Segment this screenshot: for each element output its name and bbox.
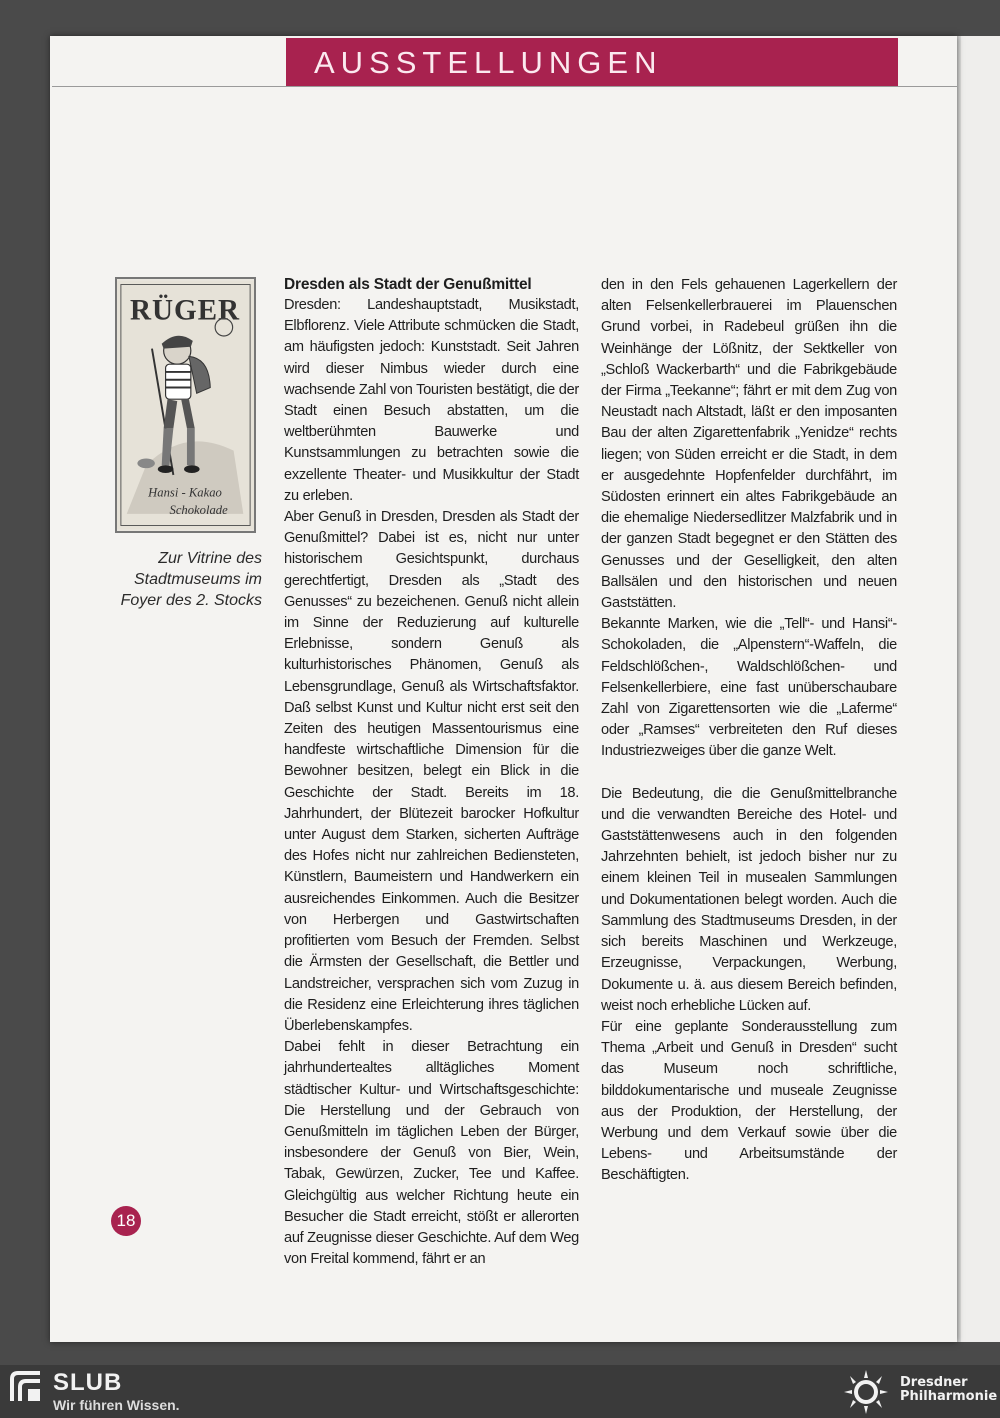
figure-caption xyxy=(100,548,262,611)
viewer-footer xyxy=(0,1365,1000,1418)
article-paragraph: Dabei fehlt in dieser Betrachtung ein jahrhundertealtes alltägliches Moment städtischer Kultur- und Wirtschaftsgeschichte: Die Herstellung und der Gebrauch von Genußmitteln im täglichen Leben der Bürger, insbesondere der Genuß von Bier, Wein, Tabak, Gewürzen, Zucker, Tee und Kaffee. Gleichgültig aus welcher Richtung heute ein Besucher die Stadt erreicht, stößt er allerorten auf Zeugnisse dieser Geschichte. Auf dem Weg von Freital kommend, fährt er an xyxy=(284,1039,579,1268)
partner-name[interactable] xyxy=(900,1376,997,1404)
caption-line: Stadtmuseums im xyxy=(133,571,262,588)
ad-label-line1: Hansi - Kakao xyxy=(148,485,222,500)
article-paragraph: den in den Fels gehauenen Lagerkellern der alten Felsenkellerbrauerei im Plauenschen Grund vorbei, in Radebeul grüßen ihn die Weinhänge der Lößnitz, der Sektkeller von „Schloß Wackerbarth“ und die Fabrikgebäude der Firma „Teekanne“; fährt er mit dem Zug von Neustadt nach Altstadt, läßt er den imposanten Bau der alten Zigarettenfabrik „Yenidze“ rechts liegen; von Süden erreicht er die Stadt, in dem er ausgedehnte Hopfenfelder durchfährt, im Südosten erinnert ein altes Fabrikgebäude an die ehemalige Niedersedlitzer Malzfabrik und in der ganzen Stadt begegnet er den Stätten des Genusses und der Geselligkeit, den alten Ballsälen und den historischen und neuen Gaststätten. xyxy=(601,277,897,612)
article-paragraph: Für eine geplante Sonderausstellung zum Thema „Arbeit und Genuß in Dresden“ sucht das Museum noch schriftliche, bilddokumentarische und museale Zeugnisse aus der Produktion, der Herstellung, der Werbung und dem Verkauf sowie über die Lebens- und Arbeitsumstände der Beschäftigten. xyxy=(601,1018,897,1184)
article-heading: Dresden als Stadt der Genußmittel xyxy=(284,276,532,293)
section-title: AUSSTELLUNGEN xyxy=(314,44,663,80)
ad-brand-text: RÜGER xyxy=(129,294,241,327)
partner-name-line2: Philharmonie xyxy=(900,1389,998,1404)
slub-logo-icon[interactable] xyxy=(10,1371,42,1403)
article-paragraph: Dresden: Landeshauptstadt, Musikstadt, Elbflorenz. Viele Attribute schmücken die Stadt, am häufigsten jedoch: Kunststadt. Seit Jahren wird dieser Nimbus wieder durch eine wachsende Zahl von Touristen bestätigt, die der Stadt einen Besuch abstatten, um die weltberühmten Bauwerke und Kunstsammlungen zu betrachten sowie die exzellente Theater- und Musikkultur der Stadt zu erleben. xyxy=(284,297,579,504)
advertisement-image xyxy=(115,277,256,533)
caption-line: Foyer des 2. Stocks xyxy=(120,592,262,609)
header-rule xyxy=(52,86,957,87)
page-number: 18 xyxy=(111,1206,141,1236)
article-paragraph: Bekannte Marken, wie die „Tell“- und Hansi“-Schokoladen, die „Alpenstern“-Waffeln, die Feldschlößchen-, Waldschlößchen- und Felsenkellerbiere, eine fast unüberschaubare Zahl von Zigarettensorten wie die „Laferme“ oder „Ramses“ verbreiteten den Ruf dieses Industriezweiges über die ganze Welt. xyxy=(601,616,897,760)
article-column-right xyxy=(601,275,897,1187)
section-header xyxy=(286,38,898,87)
library-tagline: Wir führen Wissen. xyxy=(53,1397,180,1413)
facing-page-edge xyxy=(961,36,1000,1342)
article-column-left xyxy=(284,274,579,1270)
library-name[interactable]: SLUB xyxy=(53,1369,123,1396)
partner-name-line1: Dresdner xyxy=(900,1375,968,1390)
article-paragraph: Die Bedeutung, die die Genußmittelbranche und die verwandten Bereiche des Hotel- und Gaststättenwesens auch in den folgenden Jahrzehnten behielt, ist jedoch bisher nur zu einem kleinen Teil in musealen Sammlungen und Dokumentationen belegt worden. Auch die Sammlung des Stadtmuseums Dresden, in der sich bereits Maschinen und Werkzeuge, Erzeugnisse, Verpackungen, Werbung, Dokumente u. ä. aus diesem Bereich befinden, weist noch erhebliche Lücken auf. xyxy=(601,785,897,1014)
article-paragraph: Aber Genuß in Dresden, Dresden als Stadt der Genußmittel? Dabei ist es, nicht nur unter historischem Gesichtspunkt, durchaus gerechtfertigt, Dresden als „Stadt des Genusses“ zu bezeichenen. Genuß nicht allein im Sinne der Reduzierung auf kulturelle Erlebnisse, sondern Genuß als kulturhistorisches Phänomen, Genuß als Lebensgrundlage, Genuß als Wirtschaftsfaktor. Daß selbst Kunst und Kultur nicht erst seit den Zeiten des heutigen Massentourismus eine handfeste wirtschaftliche Dimension für die Bewohner besitzen, belegt ein Blick in die Geschichte der Stadt. Bereits im 18. Jahrhundert, der Blütezeit barocker Hofkultur unter August dem Starken, sicherten Aufträge des Hofes nicht nur zahlreichen Bediensteten, Künstlern, Baumeistern und Handwerkern ein ausreichendes Einkommen. Auch die Besitzer von Herbergen und Gastwirtschaften profitierten vom Besuch der Fremden. Selbst die Ärmsten der Gesellschaft, die Bettler und Landstreicher, versprachen sich vom Zuzug in die Residenz eine Erleichterung ihres täglichen Überlebenskampfes. xyxy=(284,509,579,1034)
ad-label-line2: Schokolade xyxy=(169,502,228,517)
philharmonie-logo-icon[interactable] xyxy=(840,1368,892,1416)
caption-line: Zur Vitrine des xyxy=(158,550,262,567)
